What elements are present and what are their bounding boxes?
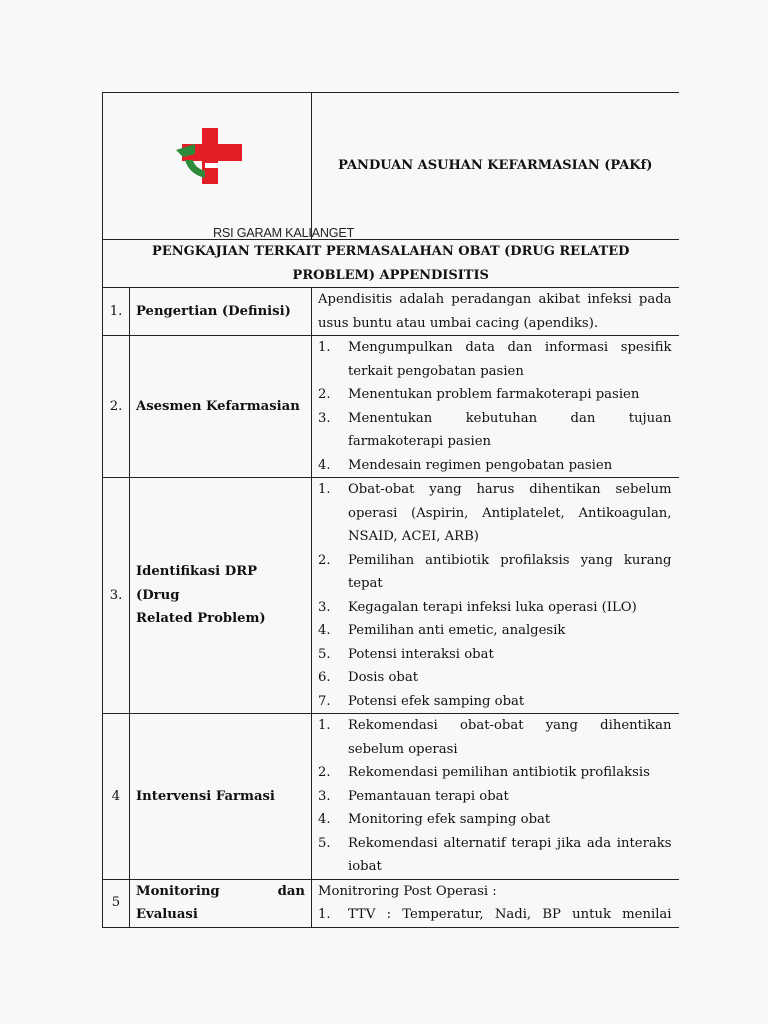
row-label <box>130 879 312 927</box>
definition-text: Apendisitis adalah peradangan akibat infeksi pada usus buntu atau umbai cacing (apendiks). <box>318 292 672 331</box>
logo-cell <box>103 93 355 240</box>
list-item: 2. Rekomendasi pemilihan antibiotik profilaksis <box>318 765 650 780</box>
subtitle-row <box>103 240 679 288</box>
logo-text: RSI GARAM KALIANGET <box>213 226 355 240</box>
table-row <box>103 879 679 927</box>
table-row <box>103 288 679 336</box>
hospital-logo <box>175 126 355 240</box>
list-item: 1. Obat-obat yang harus dihentikan sebelum operasi (Aspirin, Antiplatelet, Antikoagulan, NSAID, ACEI, ARB) <box>318 482 672 544</box>
row-label: Intervensi Farmasi <box>130 714 312 880</box>
guideline-table <box>102 92 679 928</box>
row-number: 3. <box>103 478 130 714</box>
list-item: 1. Mengumpulkan data dan informasi spesifik terkait pengobatan pasien <box>318 340 672 379</box>
row-label <box>130 478 312 714</box>
row-label-line-1: Monitoring dan <box>136 883 305 899</box>
red-cross-logo-icon <box>175 126 255 196</box>
numbered-list <box>318 336 672 477</box>
row-content <box>312 288 679 336</box>
row-number: 2. <box>103 336 130 478</box>
row-number: 5 <box>103 879 130 927</box>
list-item: 1. TTV : Temperatur, Nadi, BP untuk menilai <box>318 907 672 922</box>
row-label: Asesmen Kefarmasian <box>130 336 312 478</box>
row-label-line-1: Identifikasi DRP (Drug <box>136 564 258 603</box>
list-item: 2. Menentukan problem farmakoterapi pasien <box>318 387 640 402</box>
list-item: 1. Rekomendasi obat-obat yang dihentikan sebelum operasi <box>318 718 672 757</box>
table-row <box>103 714 679 880</box>
list-item: 4. Pemilihan anti emetic, analgesik <box>318 623 566 638</box>
list-item: 6. Dosis obat <box>318 670 419 685</box>
list-item: 4. Monitoring efek samping obat <box>318 812 551 827</box>
row-label-line-2: Related Problem) <box>136 611 266 627</box>
document-title: PANDUAN ASUHAN KEFARMASIAN (PAKf) <box>312 93 679 240</box>
subtitle-line-2: PROBLEM) APPENDISITIS <box>292 267 489 283</box>
numbered-list <box>318 903 672 927</box>
subtitle-line-1: PENGKAJIAN TERKAIT PERMASALAHAN OBAT (DRUG RELATED <box>152 244 630 259</box>
row-content <box>312 478 679 714</box>
table-row <box>103 478 679 714</box>
numbered-list <box>318 478 672 713</box>
list-item: 3. Kegagalan terapi infeksi luka operasi (ILO) <box>318 599 637 615</box>
list-item: 2. Pemilihan antibiotik profilaksis yang kurang tepat <box>318 552 672 591</box>
table-row <box>103 336 679 478</box>
list-item: 5. Potensi interaksi obat <box>318 646 494 662</box>
header-row <box>103 93 679 240</box>
row-content <box>312 336 679 478</box>
list-item: 3. Menentukan kebutuhan dan tujuan farmakoterapi pasien <box>318 410 672 449</box>
row-number: 1. <box>103 288 130 336</box>
document-subtitle <box>103 240 679 288</box>
list-item: 5. Rekomendasi alternatif terapi jika ada interaks iobat <box>318 835 672 874</box>
numbered-list <box>318 714 672 879</box>
row-number: 4 <box>103 714 130 880</box>
list-item: 4. Mendesain regimen pengobatan pasien <box>318 457 613 473</box>
monitoring-intro: Monitroring Post Operasi : <box>318 883 497 899</box>
row-label-line-2: Evaluasi <box>136 907 198 922</box>
row-content <box>312 879 679 927</box>
list-item: 7. Potensi efek samping obat <box>318 693 525 709</box>
row-label: Pengertian (Definisi) <box>130 288 312 336</box>
list-item: 3. Pemantauan terapi obat <box>318 788 509 804</box>
row-content <box>312 714 679 880</box>
